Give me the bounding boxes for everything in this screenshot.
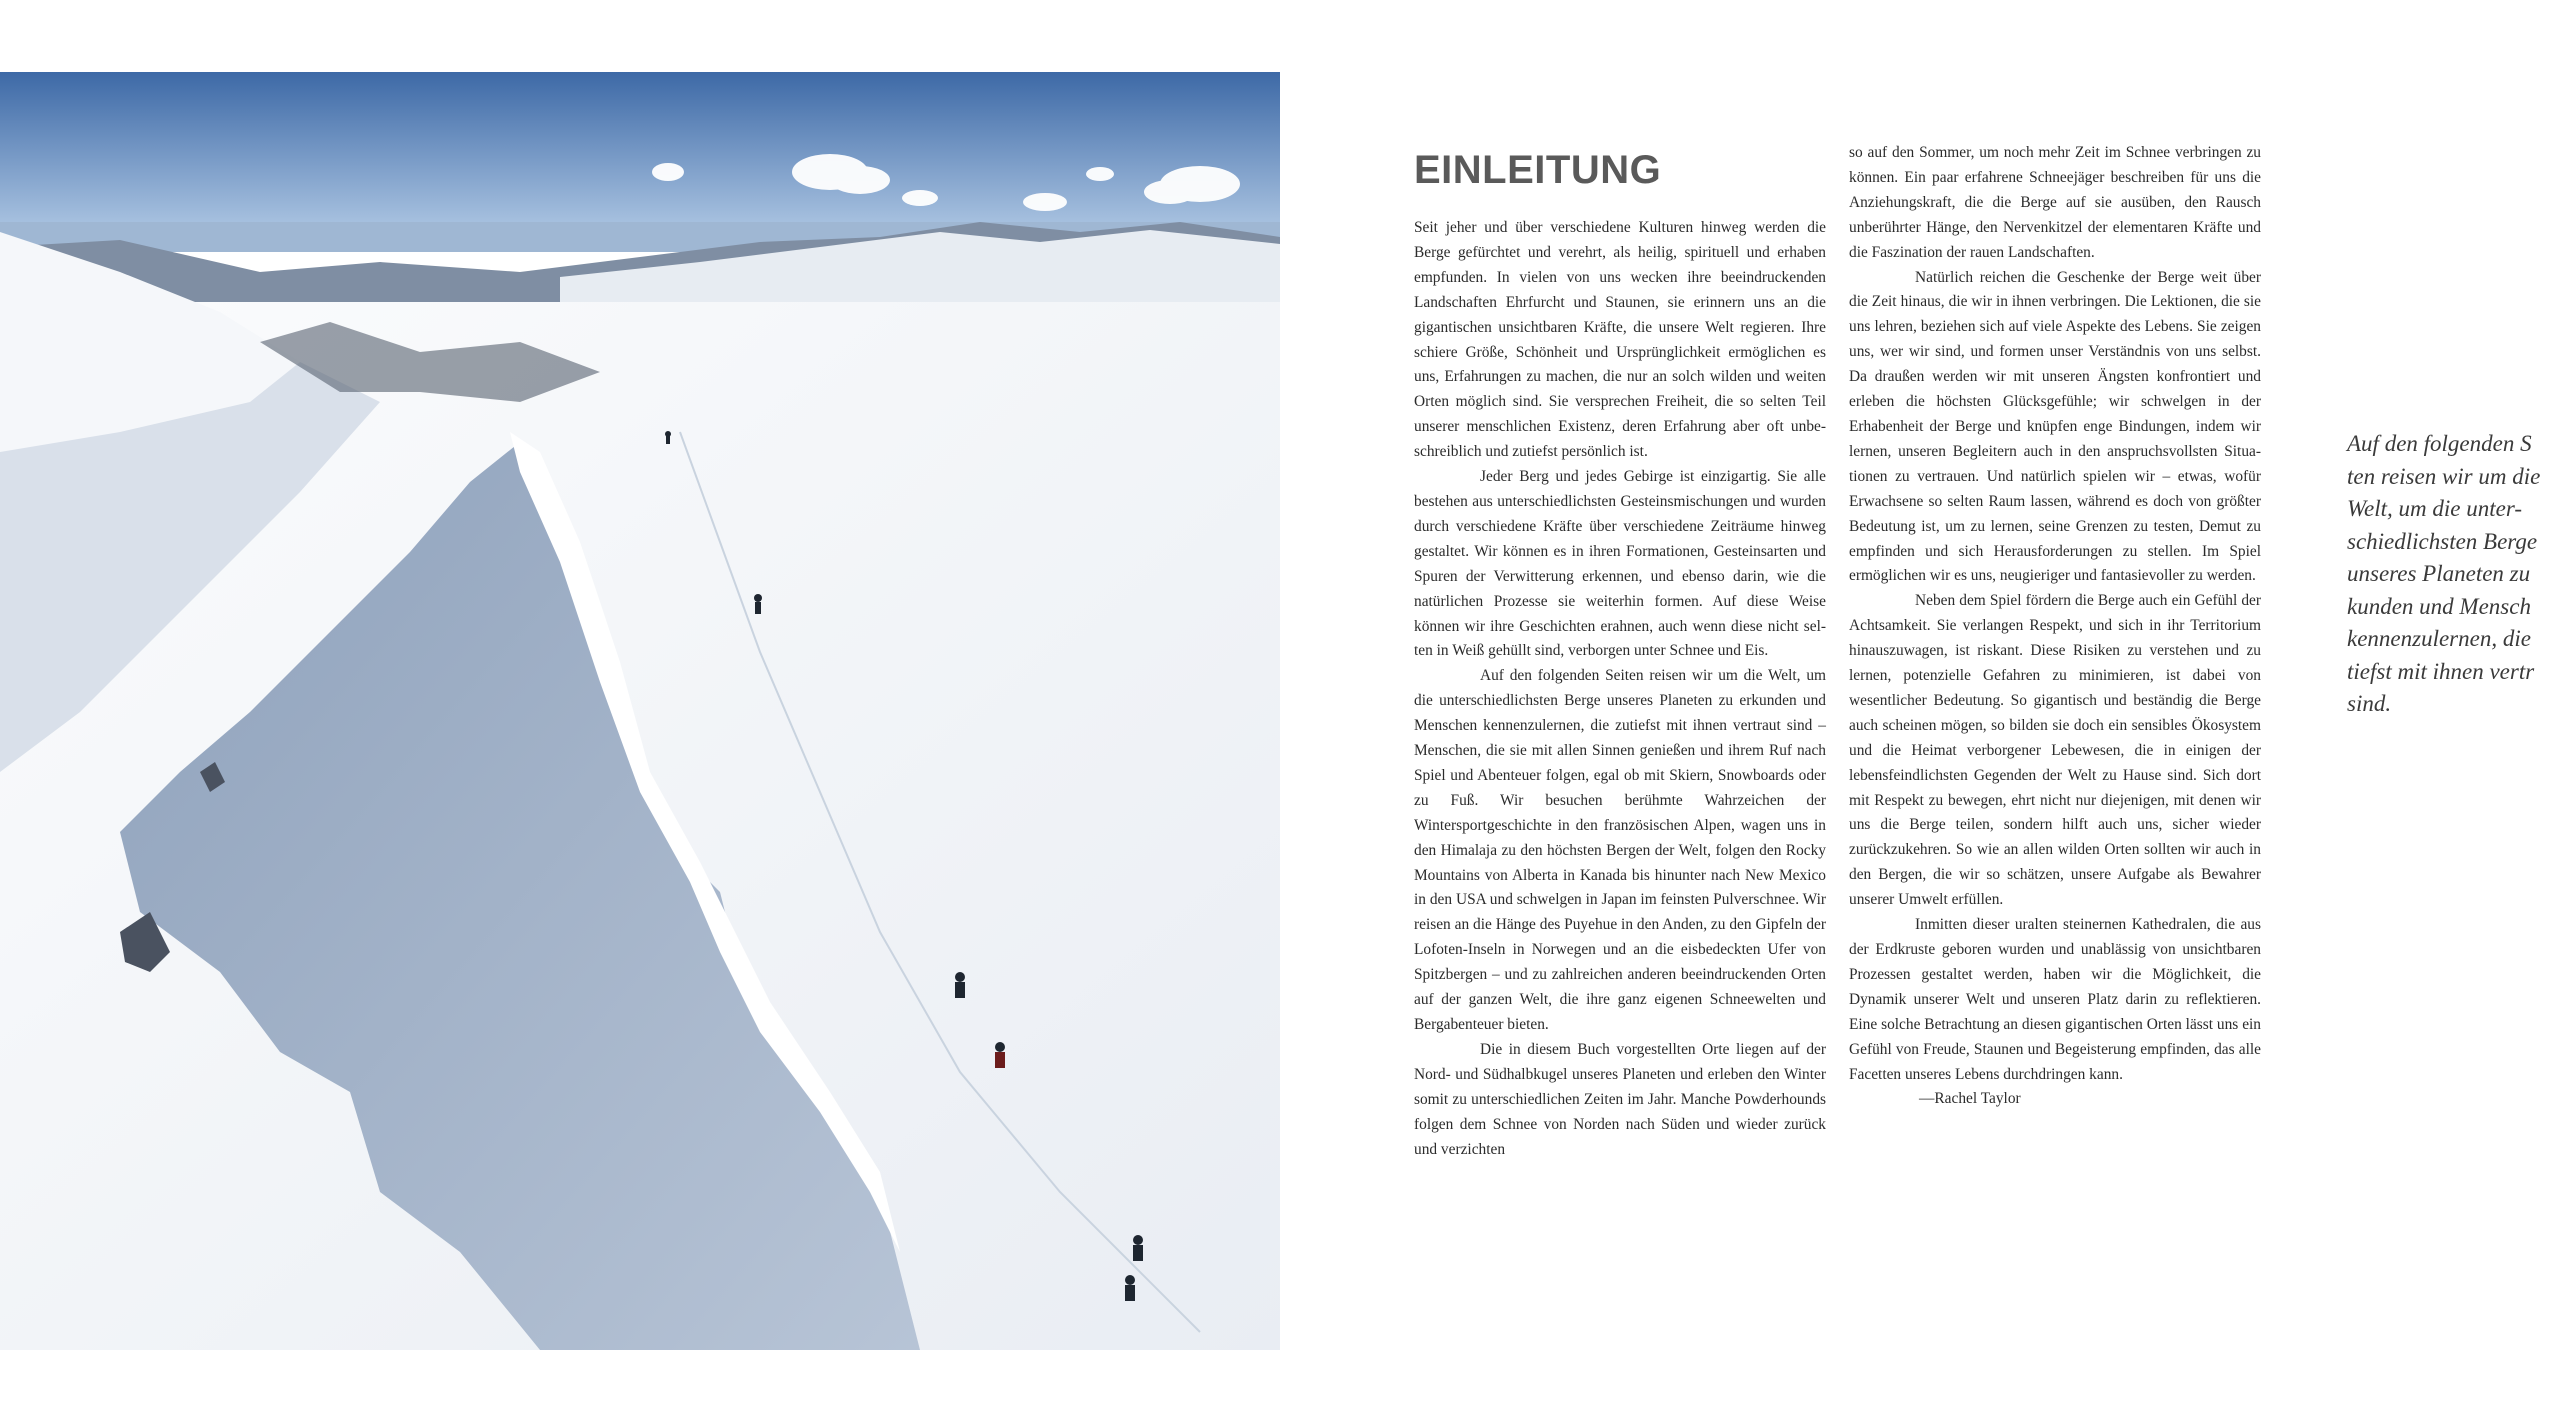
paragraph: so auf den Sommer, um noch mehr Zeit im Schnee verbringen zu können. Ein paar erfahrene Schneejäger beschreiben für uns die Anziehungskraft, die die Berge auf sie ausüben, den Rausch unberührter Hänge, den Nervenkitzel der elementaren Kräfte und die Faszination der rauen Landschaften. xyxy=(1849,144,2261,261)
paragraph: Natürlich reichen die Geschenke der Berge weit über die Zeit hinaus, die wir in ihnen verbringen. Die Lektionen, die sie uns lehren, beziehen sich auf viele Aspekte des Lebens. Sie zeigen uns, wer wir sind, und formen unser Verständnis von uns selbst. Da draußen werden wir mit unseren Ängsten konfrontiert und erleben die höchsten Glücksgefühle; wir schwelgen in der Erhabenheit der Berge und knüpfen enge Bindungen, indem wir lernen, unseren Begleitern auch in den anspruchsvollsten Situationen zu vertrauen. Und natürlich spielen wir – etwas, wofür Erwachsene so selten Raum lassen, während es doch von größter Bedeutung ist, um zu lernen, seine Grenzen zu testen, Demut zu empfinden und sich Herausforderungen zu stellen. Im Spiel ermöglichen wir es uns, neugieriger und fantasievoller zu werden. xyxy=(1849,268,2261,585)
author-signature: —Rachel Taylor xyxy=(1919,1090,2021,1108)
paragraph: Jeder Berg und jedes Gebirge ist einzigartig. Sie alle bestehen aus unterschiedlichsten Gesteinsmischungen und wurden durch verschiedene Kräfte über verschiedene Zeiträume hinweg gestaltet. Wir können es in ihren Formationen, Gesteinsarten und Spuren der Verwitterung erkennen, und ebenso darin, wie die natürlichen Prozesse sie weiterhin formen. Auf diese Weise können wir ihre Geschichten erahnen, auch wenn diese nicht selten in Weiß gehüllt sind, verborgen unter Schnee und Eis. xyxy=(1414,468,1826,660)
skier-4 xyxy=(995,1042,1005,1068)
paragraph: Neben dem Spiel fördern die Berge auch ein Gefühl der Achtsamkeit. Sie verlangen Respekt, und sich in ihr Territorium hinauszuwagen, ist riskant. Diese Risiken zu verstehen und zu lernen, potenzielle Gefahren zu minimieren, ist dabei von wesentlicher Bedeutung. So gigantisch und beständig die Berge auch scheinen mögen, so bilden sie doch ein sensibles Ökosystem und die Heimat verborgener Lebewesen, die in einigen der lebensfeindlichsten Gegenden der Welt zu Hause sind. Sich dort mit Respekt zu bewegen, ehrt nicht nur diejenigen, mit denen wir uns die Berge teilen, sondern hilft auch uns, sicher wieder zurückzukehren. So wie an allen wilden Orten sollten wir auch in den Bergen, die wir so schätzen, unsere Aufgabe als Bewahrer unserer Umwelt erfüllen. xyxy=(1849,592,2261,909)
skier-6 xyxy=(1125,1275,1135,1301)
paragraph: Seit jeher und über verschiedene Kulturen hinweg werden die Berge gefürchtet und verehrt, als heilig, spirituell und erhaben empfunden. In vielen von uns wecken ihre beeindruckenden Landschaften Ehrfurcht und Staunen, sie erinnern uns an die gigantischen unsichtbaren Kräfte, die unsere Welt regieren. Ihre schiere Größe, Schönheit und Ursprünglichkeit ermöglichen es uns, Erfahrungen zu machen, die nur an solch wilden und weiten Orten möglich sind. Sie versprechen Freiheit, die so selten Teil unserer menschlichen Existenz, deren Erfahrung aber oft unbeschreiblich und zutiefst persönlich ist. xyxy=(1414,219,1826,461)
skier-2 xyxy=(754,594,762,614)
paragraph: Auf den folgenden Seiten reisen wir um die Welt, um die unterschiedlichsten Berge unseres Planeten zu erkunden und Menschen kennenzulernen, die zutiefst mit ihnen vertraut sind – Menschen, die sie mit allen Sinnen genießen und ihrem Ruf nach Spiel und Abenteuer folgen, egal ob mit Skiern, Snowboards oder zu Fuß. Wir besuchen berühmte Wahrzeichen der Wintersportgeschichte in den französischen Alpen, wagen uns in den Himalaja zu den höchsten Bergen der Welt, folgen den Rocky Mountains von Alberta in Kanada bis hinunter nach New Mexico in den USA und schwelgen in Japan im feinsten Pulverschnee. Wir reisen an die Hänge des Puyehue in den Anden, zu den Gipfeln der Lofoten-Inseln in Norwegen und an die eisbedeckten Ufer von Spitzbergen – und zu zahlreichen anderen beeindruckenden Orten auf der ganzen Welt, die ihre ganz eigenen Schneewelten und Bergabenteuer bieten. xyxy=(1414,667,1826,1033)
paragraph: Die in diesem Buch vorgestellten Orte liegen auf der Nord- und Südhalbkugel unseres Planeten und erleben den Winter somit zu unterschiedlichen Zeiten im Jahr. Manche Powderhounds folgen dem Schnee von Norden nach Süden und wieder zurück und verzichten xyxy=(1414,1040,1826,1158)
pull-quote: Auf den folgenden S ten reisen wir um die Welt, um die unter- schiedlichsten Berge unseres Planeten zu kunden und Mensch kennenzulernen, die tiefst mit ihnen vertr sind. xyxy=(2347,431,2541,716)
page-heading: EINLEITUNG xyxy=(1414,148,1662,192)
sky xyxy=(0,72,1280,242)
paragraph: Inmitten dieser uralten steinernen Kathedralen, die aus der Erdkruste geboren wurden und unablässig von unsichtbaren Prozessen gestaltet werden, haben wir die Möglichkeit, die Dynamik unserer Welt und unseren Platz darin zu reflektieren. Eine solche Betrachtung an diesen gigantischen Orten lässt uns ein Gefühl von Freude, Staunen und Begeisterung empfinden, das alle Facetten unseres Lebens durchdringen kann. xyxy=(1849,916,2261,1083)
photo-illustration xyxy=(0,72,1280,1350)
snow-ridge-photo xyxy=(0,72,1280,1350)
skier-3 xyxy=(955,972,965,998)
text-column-1 xyxy=(1414,216,1826,1162)
text-column-2 xyxy=(1849,141,2261,1112)
skier-5 xyxy=(1133,1235,1143,1261)
